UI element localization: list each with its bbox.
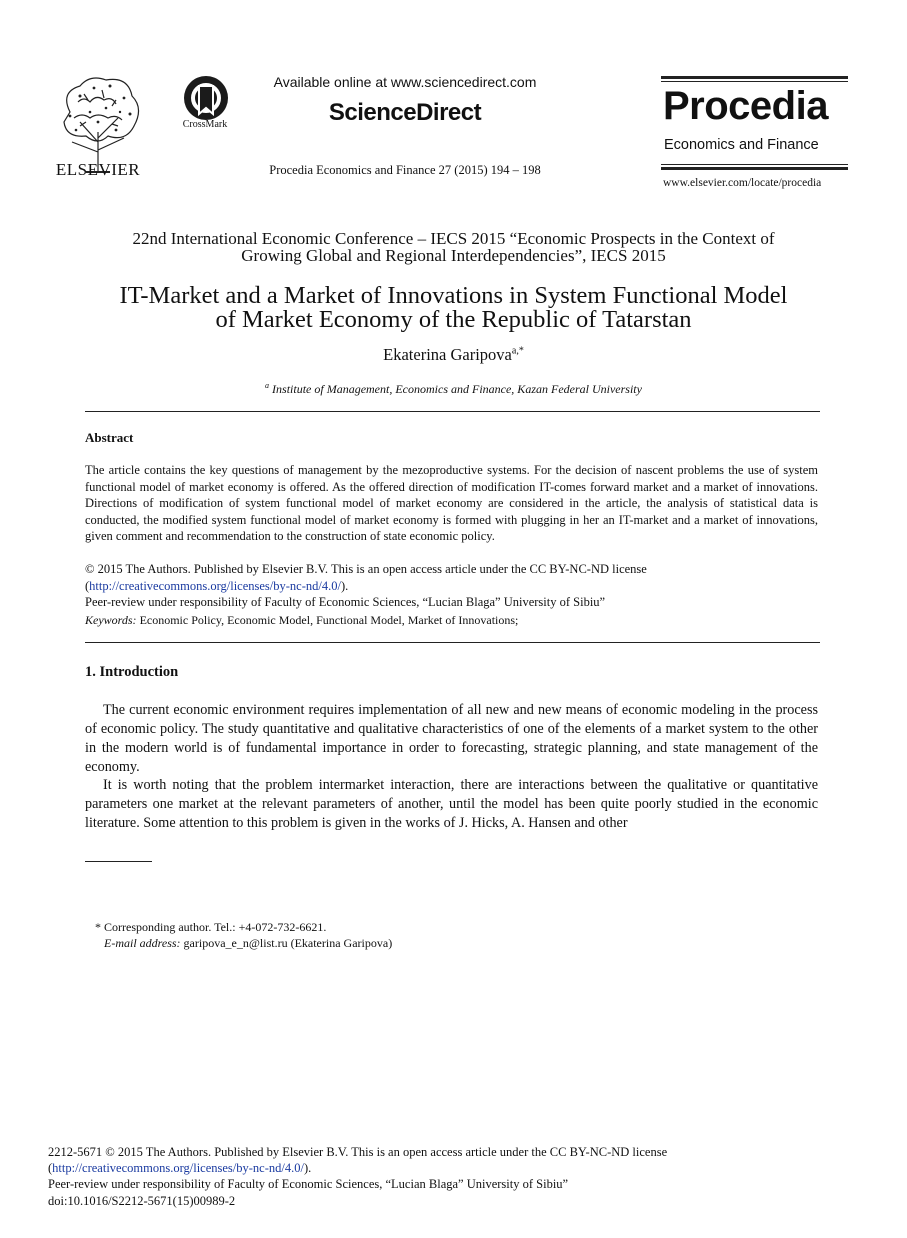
procedia-title: Procedia [663,84,828,128]
conference-line-2: Growing Global and Regional Interdependencies”, IECS 2015 [241,246,666,265]
procedia-bottom-rule-thin [661,164,848,165]
crossmark-label: CrossMark [182,119,228,130]
affiliation-superscript: a [265,381,270,390]
procedia-subtitle: Economics and Finance [664,137,819,153]
abstract-text: The article contains the key questions of management by the mezoproductive systems. For the decision of nascent problems the use of system functional model of market economy is offered. As the offered direction of modification IT-comes forward market and a market of innovations. Directions of modification of system functional model of market economy are considered in the article, the analysis of statistical data is conducted, the modified system functional model of market economy is formed with plugging in her an IT-market and a market of innovations, given comment and recommendation to the construction of state economic policy. [85,463,818,544]
keywords-text: Economic Policy, Economic Model, Functional Model, Market of Innovations; [136,613,519,627]
author-superscript: a,* [511,345,524,357]
abstract-top-rule [85,411,820,412]
keywords-label: Keywords: [85,613,137,627]
email-label: E-mail address: [104,936,181,950]
procedia-bottom-rule [661,167,848,170]
publisher-name: ELSEVIER [55,160,141,179]
title-line-1: IT-Market and a Market of Innovations in System Functional Model [119,282,788,309]
footer-license-link[interactable]: http://creativecommons.org/licenses/by-nc-nd/4.0/ [52,1161,304,1175]
email-footnote [104,936,392,951]
keywords-line [85,612,818,629]
available-online-text: Available online at www.sciencedirect.com [273,74,537,90]
author-name: Ekaterina Garipova [383,345,512,364]
copyright-line: © 2015 The Authors. Published by Elsevier B.V. This is an open access article under the CC BY-NC-ND license [85,562,647,576]
footer-license-line [48,1161,311,1176]
cc-license-link[interactable]: http://creativecommons.org/licenses/by-nc-nd/4.0/ [89,579,341,593]
affiliation [150,381,757,397]
sciencedirect-logo: ScienceDirect [328,99,482,126]
title-line-2: of Market Economy of the Republic of Tatarstan [215,306,692,333]
footer-paren-close: ). [303,1161,312,1175]
procedia-url[interactable]: www.elsevier.com/locate/procedia [663,177,822,189]
conference-line-1: 22nd International Economic Conference – IECS 2015 “Economic Prospects in the Context of [132,229,775,248]
corresponding-author-footnote: * Corresponding author. Tel.: +4-072-732-6621. [95,920,327,934]
procedia-top-rule [661,76,848,79]
paper-title [60,284,847,332]
email-address[interactable]: garipova_e_n@list.ru (Ekaterina Garipova) [180,936,393,950]
footnote-rule [85,861,152,862]
paren-open: ( [85,579,90,593]
cc-license-line [85,578,818,595]
footer-paren-open: ( [48,1161,53,1175]
procedia-top-rule-thin [661,81,848,82]
abstract-heading: Abstract [85,430,134,445]
conference-name [60,230,847,264]
paren-close: ). [340,579,349,593]
footer-peer-review: Peer-review under responsibility of Faculty of Economic Sciences, “Lucian Blaga” University of Sibiu” [48,1177,569,1191]
abstract-bottom-rule [85,642,820,643]
peer-review-line: Peer-review under responsibility of Faculty of Economic Sciences, “Lucian Blaga” University of Sibiu” [85,595,606,609]
journal-citation: Procedia Economics and Finance 27 (2015) 194 – 198 [269,163,541,177]
author [300,345,607,365]
intro-paragraph-1: The current economic environment requires implementation of all new and new means of economic modeling in the process of economic policy. The study quantitative and qualitative characteristics of one of the elements of a market system to the other in the modern world is of fundamental importance in order to forecasting, strategic planning, and state management of the economy. [85,702,818,775]
intro-paragraph-2: It is worth noting that the problem intermarket interaction, there are interactions between the qualitative or quantitative parameters one market at the relevant parameters of another, until the model has been quite poorly studied in the economic literature. Some attention to this problem is given in the works of J. Hicks, A. Hansen and other [85,777,818,831]
section-heading-introduction: 1. Introduction [85,664,179,680]
footer-issn-line: 2212-5671 © 2015 The Authors. Published by Elsevier B.V. This is an open access article under the CC BY-NC-ND license [48,1145,668,1159]
footer-doi[interactable]: doi:10.1016/S2212-5671(15)00989-2 [48,1194,236,1208]
affiliation-text: Institute of Management, Economics and Finance, Kazan Federal University [269,382,642,396]
